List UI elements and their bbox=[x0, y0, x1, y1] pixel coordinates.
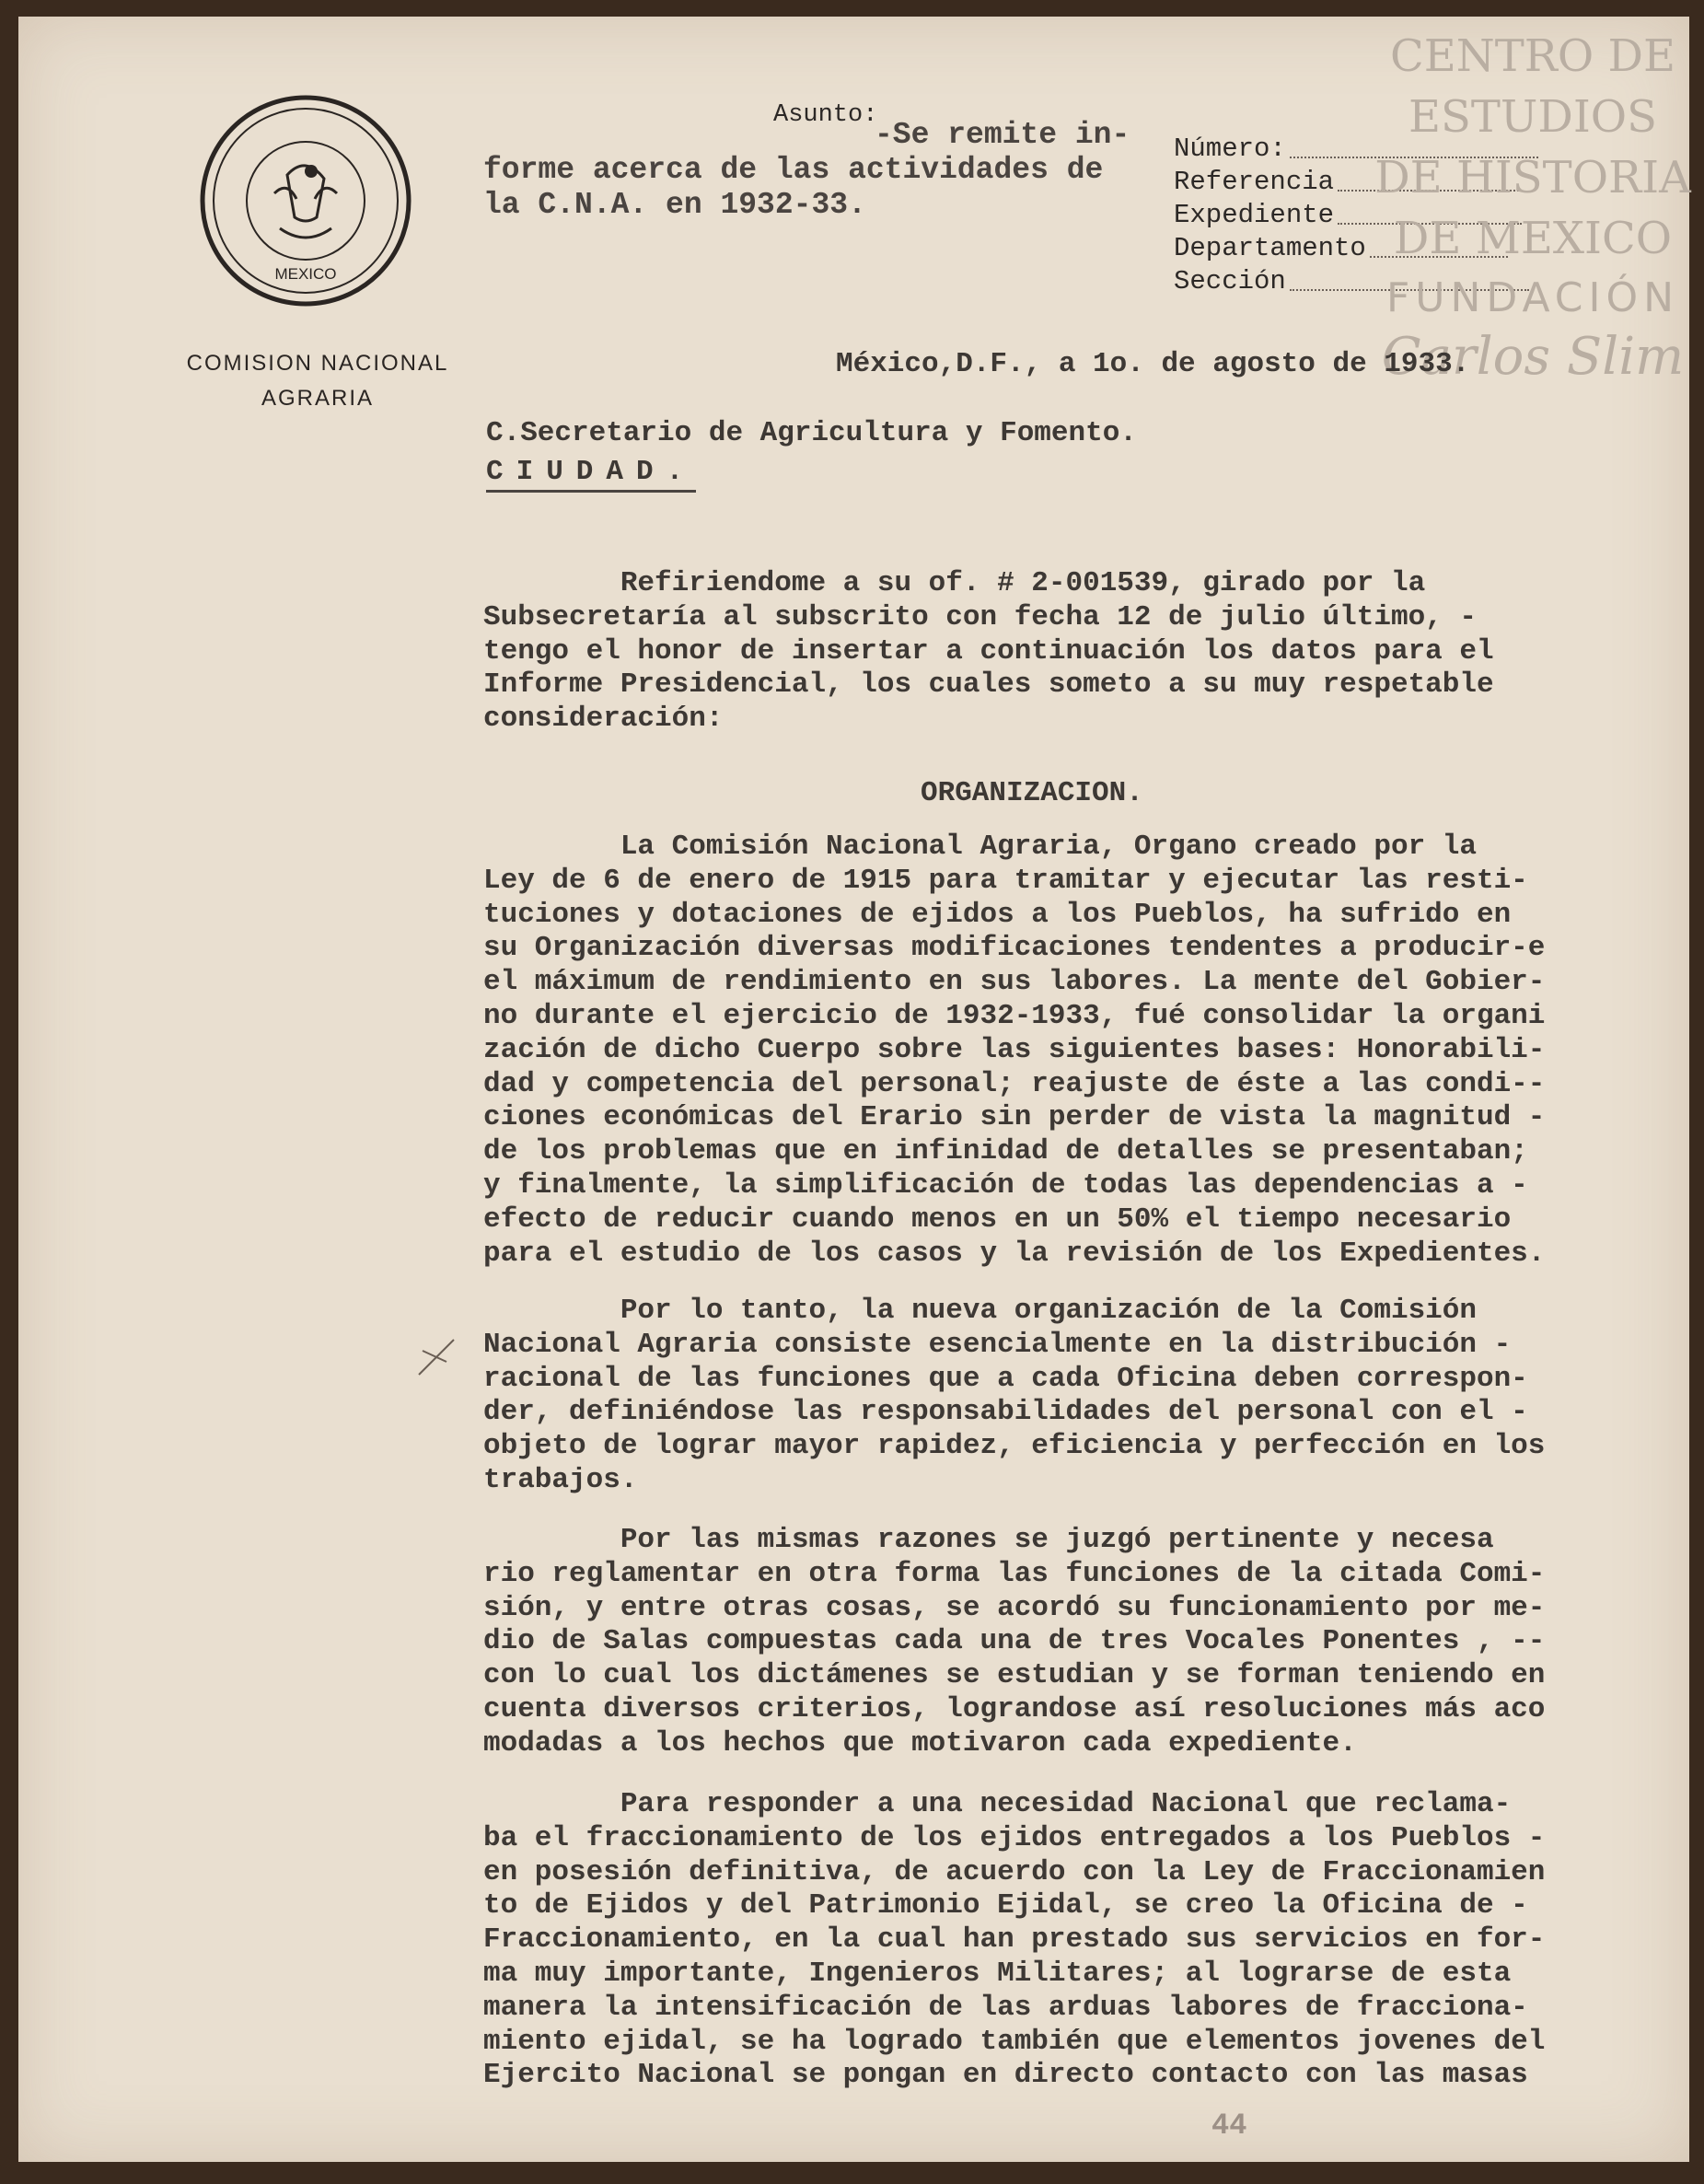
agency-line-1: COMISION NACIONAL bbox=[186, 351, 449, 376]
subject-line-1: -Se remite in- bbox=[875, 118, 1130, 152]
recipient-city: CIUDAD. bbox=[486, 456, 696, 493]
watermark-line-1: CENTRO DE bbox=[1389, 30, 1676, 82]
field-label: Número: bbox=[1174, 134, 1286, 164]
letter-date: México,D.F., a 1o. de agosto de 1933. bbox=[836, 348, 1470, 380]
page-number: 44 bbox=[1211, 2108, 1247, 2143]
paragraph-1: La Comisión Nacional Agraria, Organo creado por la Ley de 6 de enero de 1915 para tramitar y ejecutar las resti- tuciones y dotaciones de ejidos a los Pueblos, ha sufrido en su Organización diversas modificaciones tendentes a producir-e el máximum de rendimiento en sus labores. La mente del Gobier- no durante el ejercicio de 1932-1933, fué consolidar la organi zación de dicho Cuerpo sobre las siguientes bases: Honorabili- dad y competencia del personal; reajuste de éste a las condi-- ciones económicas del Erario sin perder de vista la magnitud - de los problemas que en infinidad de detalles se presentaban; y finalmente, la simplificación de todas las dependencias a - efecto de reducir cuando menos en un 50% el tiempo necesario para el estudio de los casos y la revisión de los Expedientes. bbox=[483, 831, 1546, 1270]
watermark-line-3: DE HISTORIA bbox=[1374, 152, 1691, 203]
subject-label: Asunto: bbox=[773, 101, 878, 129]
watermark-line-4: DE MEXICO bbox=[1393, 213, 1673, 264]
recipient-block bbox=[486, 414, 1137, 492]
subject-line-3: la C.N.A. en 1932-33. bbox=[483, 188, 866, 222]
seal-bottom-text: MEXICO bbox=[274, 265, 337, 283]
section-heading: ORGANIZACION. bbox=[921, 777, 1143, 809]
watermark-line-2: ESTUDIOS bbox=[1408, 91, 1658, 143]
paragraph-4: Para responder a una necesidad Nacional que reclama- ba el fraccionamiento de los ejidos entregados a los Pueblos - en posesión definitiva, de acuerdo con la Ley de Fraccionamien to de Ejidos y del Patrimonio Ejidal, se creo la Oficina de - Fraccionamiento, en la cual han prestado sus servicios en for- ma muy importante, Ingenieros Militares; al lograrse de esta manera la intensificación de las arduas labores de fracciona- miento ejidal, se ha logrado también que elementos jovenes del Ejercito Nacional se pongan en directo contacto con las masas bbox=[483, 1788, 1546, 2092]
field-label: Departamento bbox=[1174, 233, 1366, 263]
agency-name bbox=[161, 346, 474, 416]
paragraph-3: Por las mismas razones se juzgó pertinente y necesa rio reglamentar en otra forma las funciones de la citada Comi- sión, y entre otras cosas, se acordó su funcionamiento por me- dio de Salas compuestas cada una de tres Vocales Ponentes , -- con lo cual los dictámenes se estudian y se forman teniendo en cuenta diversos criterios, lograndose así resoluciones más aco modadas a los hechos que motivaron cada expediente. bbox=[483, 1524, 1546, 1760]
subject-text bbox=[483, 118, 1183, 223]
subject-line-2: forme acerca de las actividades de bbox=[483, 153, 1104, 187]
watermark-line-5: FUNDACIÓN bbox=[1385, 274, 1680, 321]
archive-watermark bbox=[1349, 26, 1704, 387]
field-label: Referencia bbox=[1174, 167, 1335, 197]
watermark-signature: Carlos Slim bbox=[1381, 327, 1685, 387]
paragraph-2: Por lo tanto, la nueva organización de la Comisión Nacional Agraria consiste esencialmente en la distribución - racional de las funciones que a cada Oficina deben correspon- der, definiéndose las responsabilidades del personal con el - objeto de lograr mayor rapidez, eficiencia y perfección en los trabajos. bbox=[483, 1295, 1546, 1496]
federal-seal bbox=[195, 90, 416, 311]
document-page bbox=[18, 17, 1689, 2162]
field-label: Sección bbox=[1174, 266, 1286, 296]
handwritten-mark bbox=[410, 1329, 465, 1384]
intro-paragraph: Refiriendome a su of. # 2-001539, girado por la Subsecretaría al subscrito con fecha 12 de julio último, - tengo el honor de insertar a continuación los datos para el Informe Presidencial, los cuales someto a su muy respetable consideración: bbox=[483, 567, 1494, 736]
recipient-line-1: C.Secretario de Agricultura y Fomento. bbox=[486, 417, 1137, 449]
field-label: Expediente bbox=[1174, 200, 1335, 230]
agency-line-2: AGRARIA bbox=[261, 386, 375, 411]
